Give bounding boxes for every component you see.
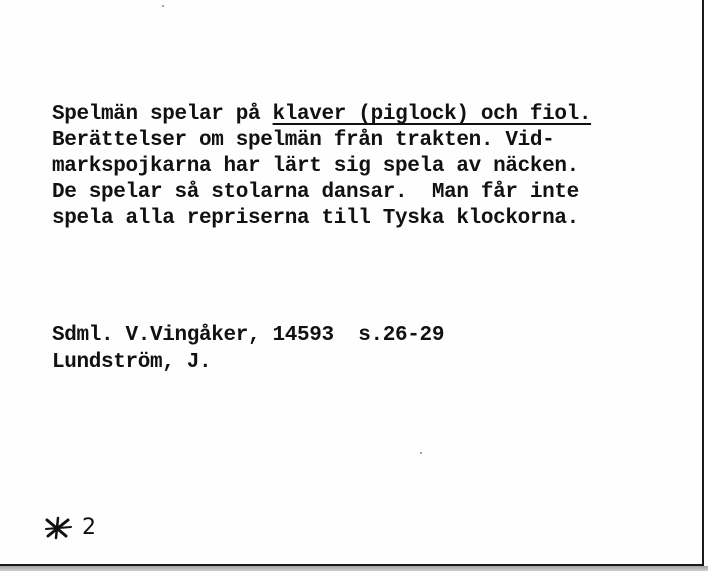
informant-name: Lundström, J.	[52, 351, 212, 374]
asterisk-mark-icon	[44, 516, 74, 540]
text-line-5: spela alla repriserna till Tyska klockorna.	[52, 207, 579, 230]
card-bottom-edge	[0, 566, 708, 571]
text-line-1	[52, 103, 591, 127]
text-line-2: Berättelser om spelmän från trakten. Vid-	[52, 129, 555, 152]
speck	[162, 5, 164, 7]
text-line-4: De spelar så stolarna dansar. Man får inte	[52, 181, 579, 204]
speck	[420, 452, 422, 454]
card-number: 2	[82, 515, 96, 540]
text-line-1-underlined: klaver (piglock) och fiol.	[272, 103, 592, 126]
text-line-3: markspojkarna har lärt sig spela av näcken.	[52, 155, 579, 178]
card-mark	[44, 515, 96, 540]
source-reference: Sdml. V.Vingåker, 14593 s.26-29	[52, 324, 445, 347]
text-line-1-prefix: Spelmän spelar på	[52, 103, 273, 126]
